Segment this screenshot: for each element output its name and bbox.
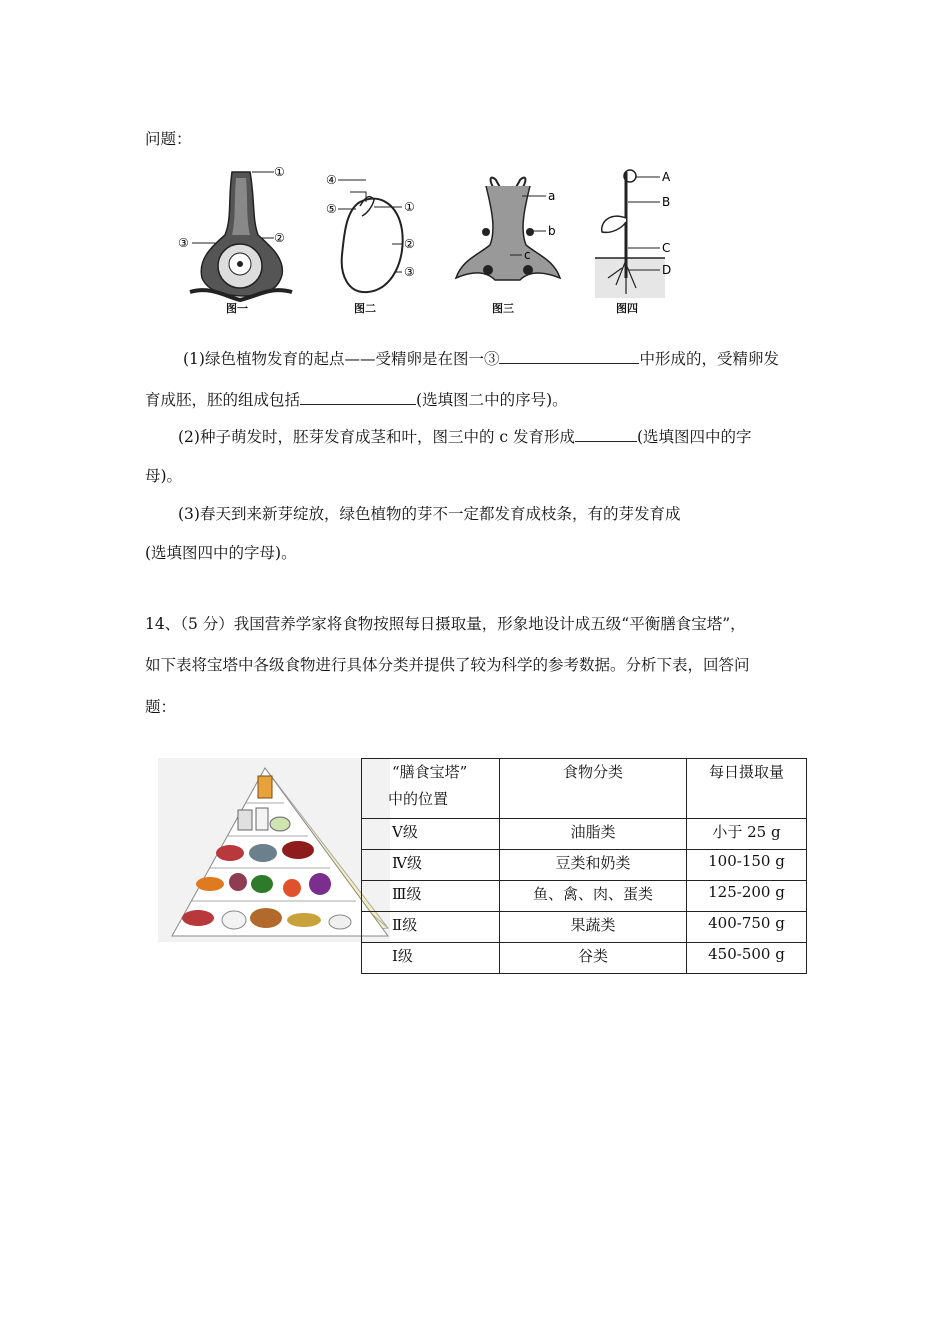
cell-amount: 450-500 g xyxy=(687,943,807,974)
table-row xyxy=(362,819,807,850)
q3-line2: (选填图四中的字母)。 xyxy=(145,544,297,562)
header-position-line2: 中的位置 xyxy=(388,790,449,808)
fig2-marker-3: ③ xyxy=(404,265,415,279)
q1-blank-2[interactable] xyxy=(300,390,416,405)
fig1-marker-2: ② xyxy=(274,231,285,245)
cell-level: Ⅰ级 xyxy=(362,943,500,974)
cell-food: 谷类 xyxy=(500,943,687,974)
q2-text-b: (选填图四中的字 xyxy=(637,428,752,446)
fig2-marker-4: ④ xyxy=(326,173,337,187)
figure-2-label: 图二 xyxy=(354,302,376,315)
header-food: 食物分类 xyxy=(500,759,687,819)
fig2-marker-5: ⑤ xyxy=(326,202,337,216)
q2-blank[interactable] xyxy=(575,427,637,442)
figure-1-pistil xyxy=(178,165,292,300)
fig3-marker-c: c xyxy=(524,248,531,262)
q1-line2 xyxy=(145,388,568,410)
table-row xyxy=(362,850,807,881)
fig2-marker-2: ② xyxy=(404,237,415,251)
cell-food: 果蔬类 xyxy=(500,912,687,943)
q1-text-a: (1)绿色植物发育的起点——受精卵是在图一③ xyxy=(183,350,500,368)
header-amount: 每日摄取量 xyxy=(687,759,807,819)
figure-1-label: 图一 xyxy=(226,302,248,315)
table-header-row xyxy=(362,759,807,819)
cell-food: 豆类和奶类 xyxy=(500,850,687,881)
q1-text-c: 育成胚，胚的组成包括 xyxy=(145,391,301,409)
table-row xyxy=(362,881,807,912)
q2-line1 xyxy=(178,425,752,447)
figure-4-label: 图四 xyxy=(616,302,638,315)
fig4-marker-C: C xyxy=(662,241,671,255)
cell-amount: 小于 25 g xyxy=(687,819,807,850)
header-position xyxy=(362,759,500,819)
q1-text-d: (选填图二中的序号)。 xyxy=(416,391,568,409)
food-pyramid-image xyxy=(158,758,390,942)
pyramid-table xyxy=(361,758,807,974)
table-row xyxy=(362,912,807,943)
fig2-marker-1: ① xyxy=(404,200,415,214)
plant-figures xyxy=(170,160,690,325)
cell-level: Ⅳ级 xyxy=(362,850,500,881)
q3-line1: (3)春天到来新芽绽放，绿色植物的芽不一定都发育成枝条，有的芽发育成 xyxy=(178,505,681,523)
q14-line2: 如下表将宝塔中各级食物进行具体分类并提供了较为科学的参考数据。分析下表，回答问 xyxy=(145,656,750,674)
cell-amount: 100-150 g xyxy=(687,850,807,881)
q1-line1 xyxy=(183,347,779,369)
cell-food: 鱼、禽、肉、蛋类 xyxy=(500,881,687,912)
figure-2-seed xyxy=(326,173,415,292)
figure-3-label: 图三 xyxy=(492,302,514,315)
cell-amount: 400-750 g xyxy=(687,912,807,943)
fig4-marker-A: A xyxy=(662,170,671,184)
cell-level: Ⅴ级 xyxy=(362,819,500,850)
fig3-marker-b: b xyxy=(548,224,556,238)
fig3-marker-a: a xyxy=(548,189,556,203)
cell-level: Ⅲ级 xyxy=(362,881,500,912)
q2-line2: 母)。 xyxy=(145,467,183,485)
q14-line3: 题： xyxy=(145,698,177,716)
q1-blank-1[interactable] xyxy=(499,349,639,364)
q14-line1: 14、（5 分）我国营养学家将食物按照每日摄取量，形象地设计成五级“平衡膳食宝塔”， xyxy=(145,615,746,633)
fig4-marker-B: B xyxy=(662,195,671,209)
fig1-marker-1: ① xyxy=(274,165,285,179)
intro-text: 问题： xyxy=(145,130,192,148)
figure-3-bud xyxy=(456,178,560,280)
cell-amount: 125-200 g xyxy=(687,881,807,912)
table-row xyxy=(362,943,807,974)
q2-text-a: (2)种子萌发时，胚芽发育成茎和叶，图三中的 c 发育形成 xyxy=(178,428,575,446)
fig4-marker-D: D xyxy=(662,263,672,277)
header-position-line1: “膳食宝塔” xyxy=(392,763,468,781)
figure-4-seedling xyxy=(595,170,671,298)
q1-text-b: 中形成的，受精卵发 xyxy=(639,350,779,368)
cell-food: 油脂类 xyxy=(500,819,687,850)
fig1-marker-3: ③ xyxy=(178,236,189,250)
cell-level: Ⅱ级 xyxy=(362,912,500,943)
